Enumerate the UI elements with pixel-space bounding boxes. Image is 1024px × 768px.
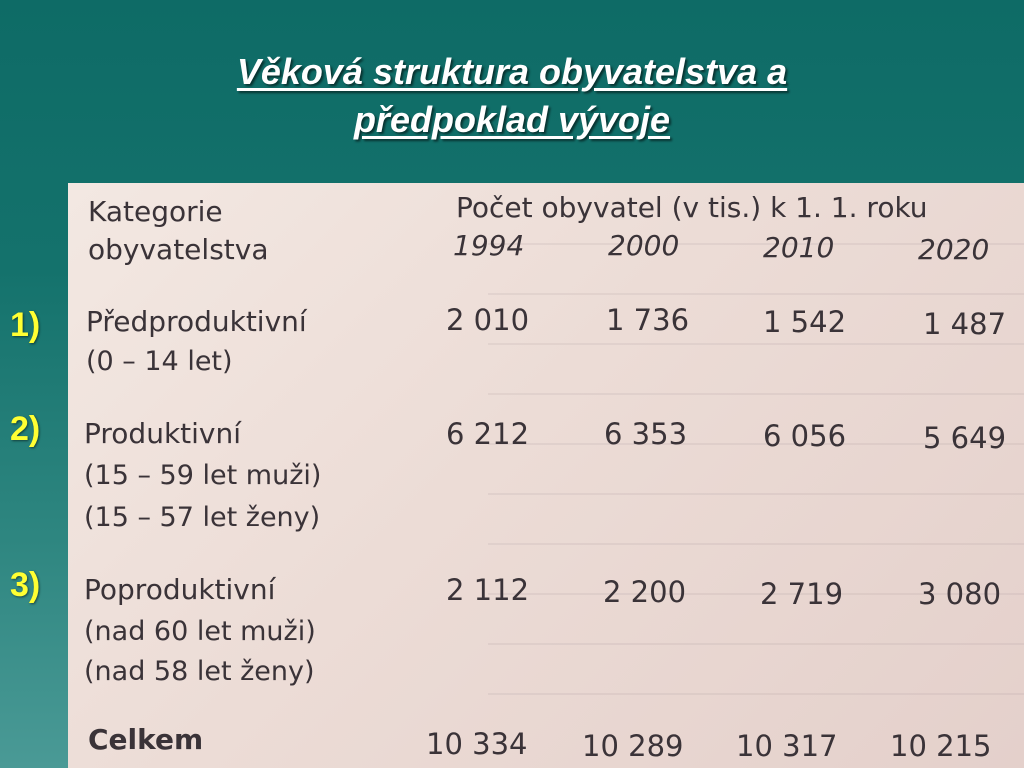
header-year-2020: 2020 — [918, 233, 990, 266]
row-3-sublabel-2: (nad 58 let ženy) — [84, 656, 315, 687]
row-3-value-1994: 2 112 — [446, 573, 530, 607]
total-value-2000: 10 289 — [582, 729, 684, 763]
row-3-value-2000: 2 200 — [603, 575, 687, 609]
row-2-value-2010: 6 056 — [763, 419, 847, 453]
row-1-value-2000: 1 736 — [606, 303, 690, 337]
row-2-value-1994: 6 212 — [446, 417, 530, 451]
row-2-value-2000: 6 353 — [604, 417, 688, 451]
header-year-1994: 1994 — [453, 229, 525, 262]
row-marker-1: 1) — [10, 306, 41, 344]
row-2-value-2020: 5 649 — [923, 421, 1007, 455]
row-2-label: Produktivní — [84, 417, 242, 450]
header-year-2010: 2010 — [763, 231, 835, 264]
row-marker-3: 3) — [10, 566, 41, 604]
row-3-value-2010: 2 719 — [760, 577, 844, 611]
row-3-label: Poproduktivní — [84, 573, 276, 606]
row-1-value-2010: 1 542 — [763, 305, 847, 339]
row-3-sublabel-1: (nad 60 let muži) — [84, 616, 316, 647]
total-value-1994: 10 334 — [426, 727, 528, 761]
total-value-2020: 10 215 — [890, 729, 992, 763]
header-year-2000: 2000 — [608, 229, 680, 262]
slide-title-line-2: předpoklad vývoje — [353, 99, 671, 140]
header-count-label: Počet obyvatel (v tis.) k 1. 1. roku — [456, 191, 928, 224]
table-photo — [68, 183, 1024, 768]
row-1-label: Předproduktivní — [86, 305, 307, 338]
row-1-value-2020: 1 487 — [923, 307, 1007, 341]
slide-title-line-1: Věková struktura obyvatelstva a — [236, 51, 788, 92]
row-3-value-2020: 3 080 — [918, 577, 1002, 611]
total-value-2010: 10 317 — [736, 729, 838, 763]
header-category-line-2: obyvatelstva — [88, 233, 269, 266]
row-marker-2: 2) — [10, 410, 41, 448]
slide-title — [0, 48, 1024, 144]
row-1-sublabel: (0 – 14 let) — [86, 346, 233, 377]
header-category-line-1: Kategorie — [88, 195, 223, 228]
row-2-sublabel-2: (15 – 57 let ženy) — [84, 502, 321, 533]
row-2-sublabel-1: (15 – 59 let muži) — [84, 460, 322, 491]
total-label: Celkem — [88, 723, 204, 756]
row-1-value-1994: 2 010 — [446, 303, 530, 337]
